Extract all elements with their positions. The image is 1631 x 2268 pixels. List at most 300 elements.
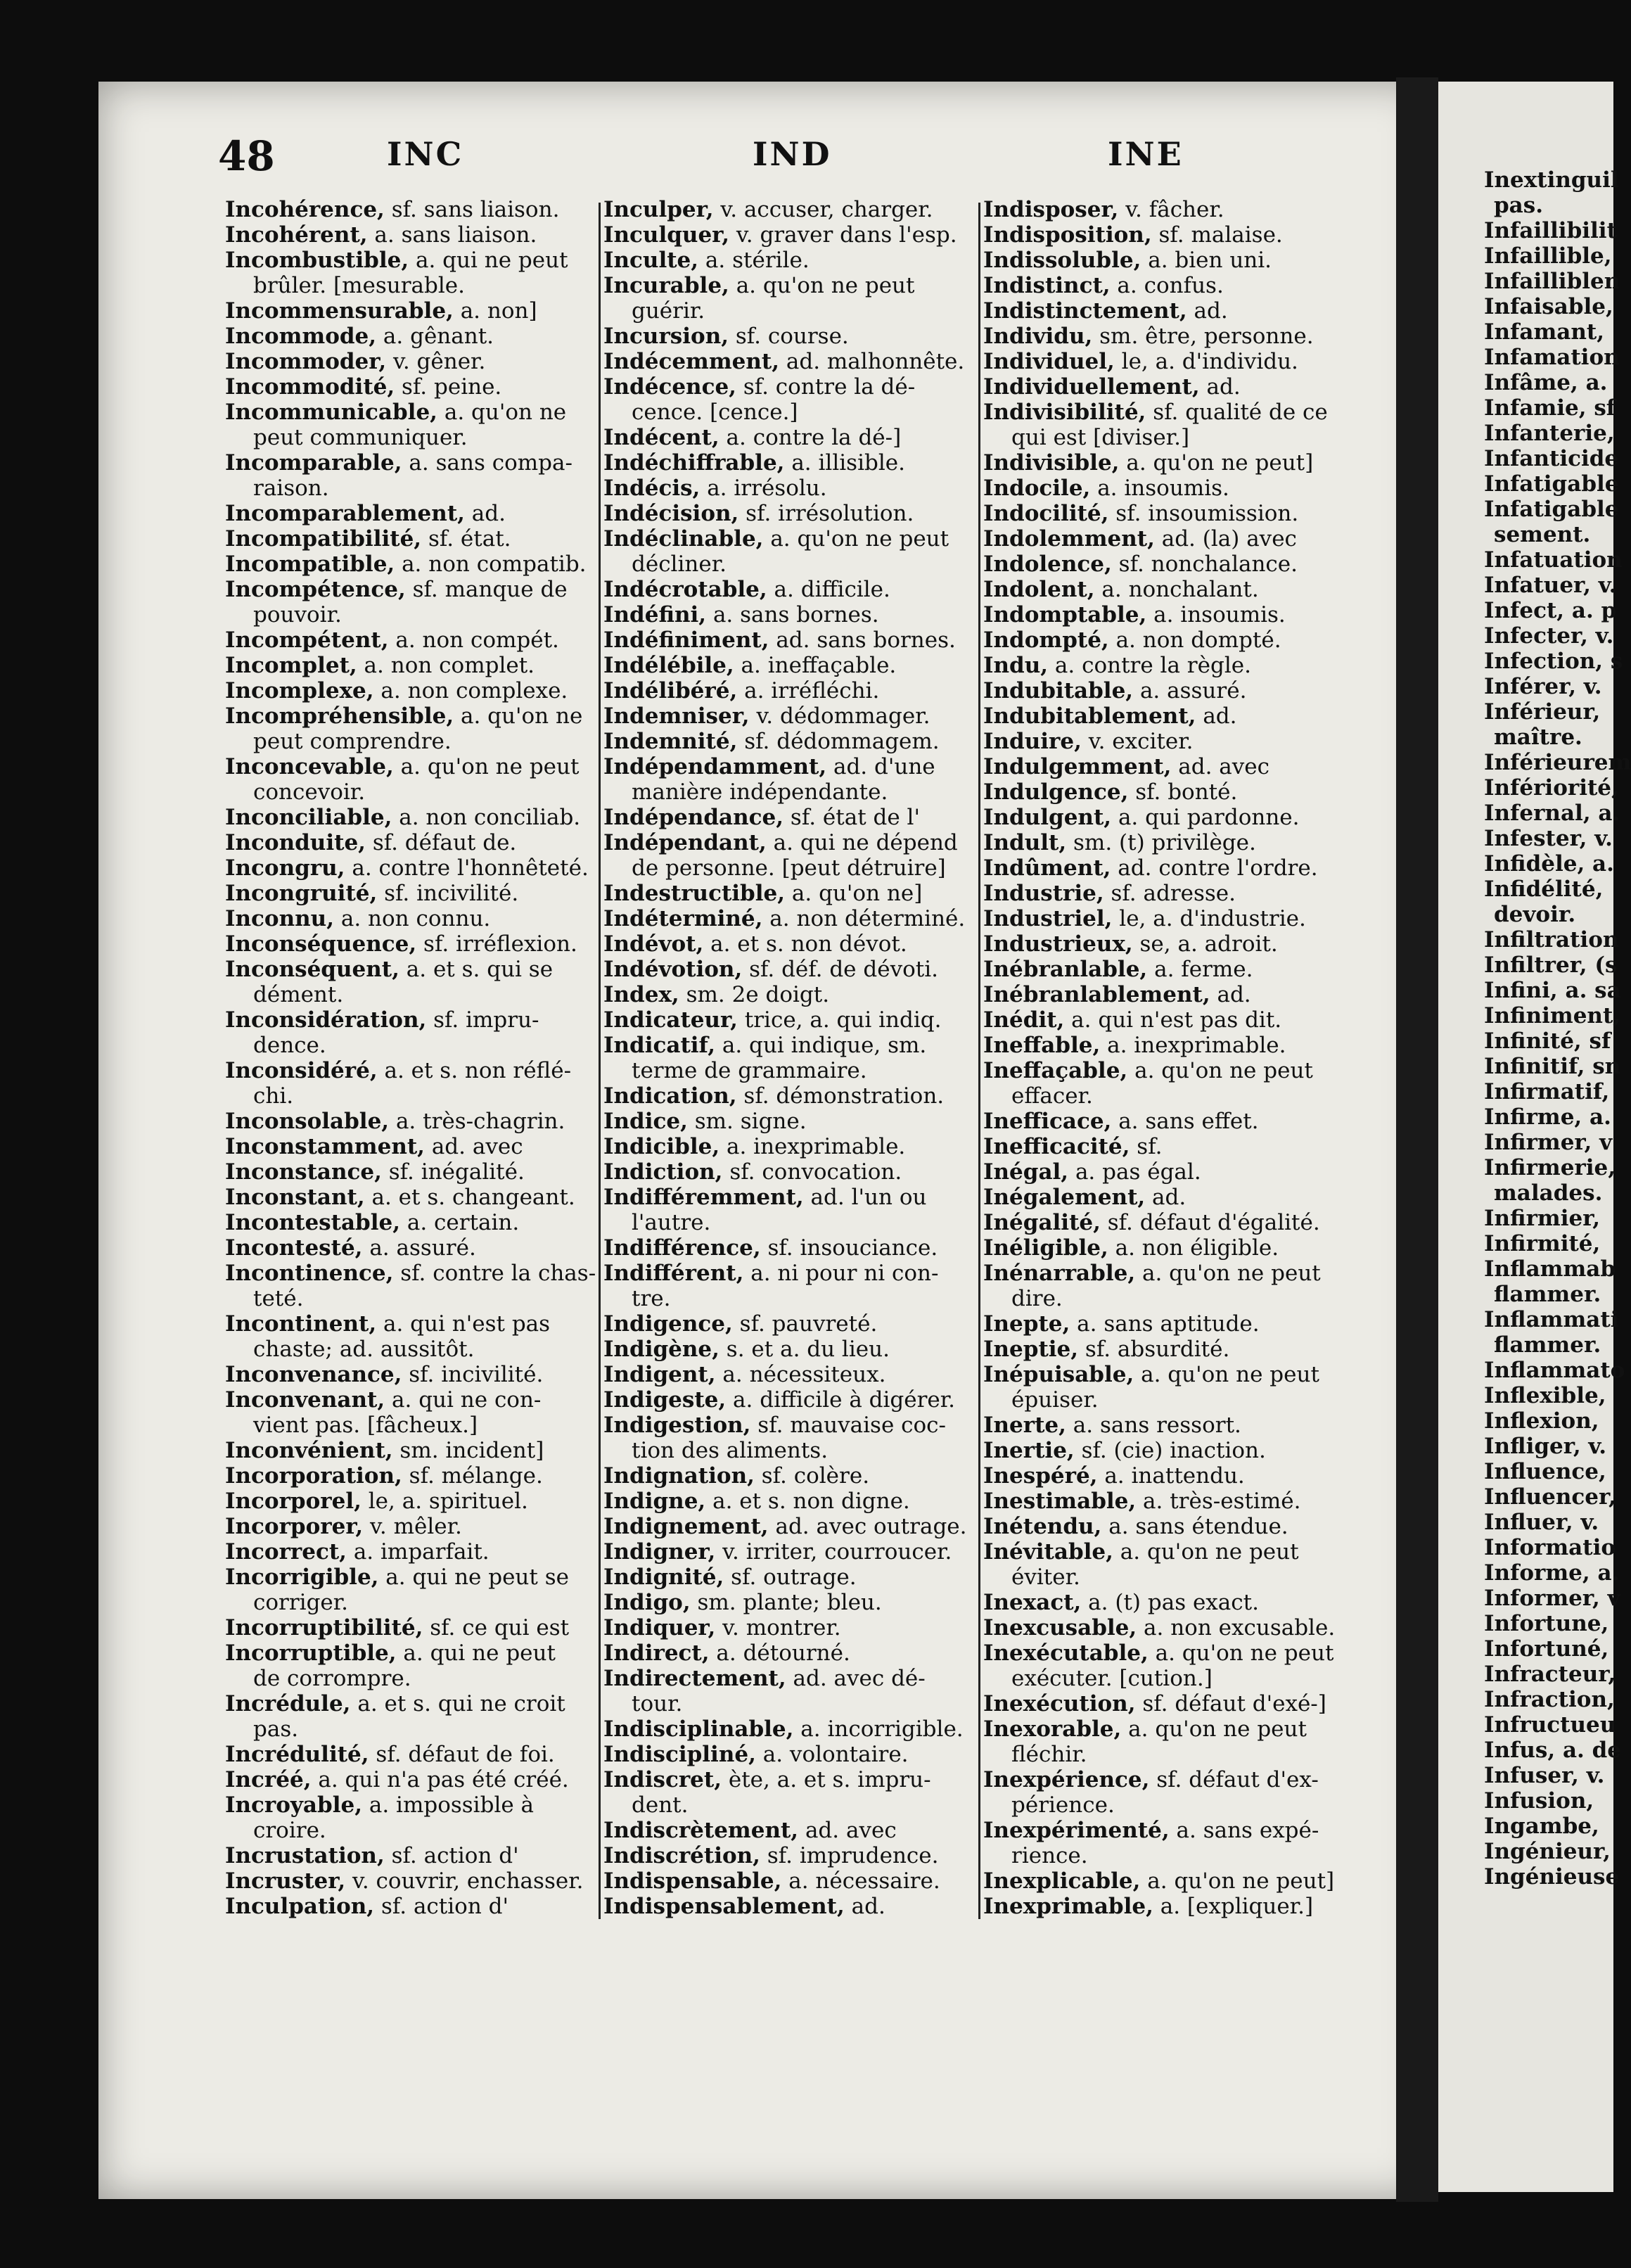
page-number: 48	[218, 132, 275, 180]
dictionary-entry: Indécis, a. irrésolu.	[603, 476, 827, 501]
headword: Indisciplinable,	[603, 1716, 794, 1742]
dictionary-entry: Inexact, a. (t) pas exact.	[983, 1590, 1259, 1615]
headword: Indépendamment,	[603, 754, 827, 779]
headword: Indissoluble,	[983, 248, 1141, 273]
dictionary-entry: Inepte, a. sans aptitude.	[983, 1311, 1260, 1337]
dictionary-entry: Indignement, ad. avec outrage.	[603, 1514, 967, 1539]
headword: Indéclinable,	[603, 526, 764, 552]
headword: Incrustation,	[225, 1843, 385, 1868]
headword: Incommensurable,	[225, 298, 454, 324]
dictionary-entry: Inerte, a. sans ressort.	[983, 1413, 1241, 1438]
dictionary-entry: Inculquer, v. graver dans l'esp.	[603, 222, 957, 248]
headword: Indiscrètement,	[603, 1818, 799, 1843]
headword: Index,	[603, 982, 679, 1007]
entry-column-1	[225, 197, 601, 1919]
headword: Indécision,	[603, 501, 739, 526]
headword: Indisposer,	[983, 197, 1119, 222]
dictionary-entry: Inexprimable, a. [expliquer.]	[983, 1894, 1314, 1919]
headword: Incompétence,	[225, 577, 406, 602]
dictionary-entry: Inefficacité, sf.	[983, 1134, 1163, 1159]
dictionary-entry: Inexplicable, a. qu'on ne peut]	[983, 1868, 1335, 1894]
dictionary-entry: de corrompre.	[253, 1666, 411, 1691]
cut-off-entry: Infériorité,	[1484, 775, 1619, 801]
cut-off-entry: Infection, s	[1484, 649, 1623, 674]
headword: Individuel,	[983, 349, 1115, 374]
dictionary-entry: Indivisibilité, sf. qualité de ce	[983, 400, 1328, 425]
headword: Incommoder,	[225, 349, 387, 374]
headword: Indignation,	[603, 1463, 755, 1489]
headword: Inculper,	[603, 197, 714, 222]
dictionary-entry: Indult, sm. (t) privilège.	[983, 830, 1256, 855]
dictionary-entry: Inébranlablement, ad.	[983, 982, 1251, 1007]
dictionary-entry: Indûment, ad. contre l'ordre.	[983, 855, 1318, 881]
headword: Inespéré,	[983, 1463, 1098, 1489]
cut-off-entry: Infiltration	[1484, 927, 1619, 953]
headword: Industriel,	[983, 906, 1113, 931]
dictionary-entry: Indubitablement, ad.	[983, 703, 1237, 729]
dictionary-entry: Indication, sf. démonstration.	[603, 1083, 945, 1109]
headword: Incorrigible,	[225, 1565, 379, 1590]
dictionary-entry: Inexorable, a. qu'on ne peut	[983, 1716, 1307, 1742]
headword: Indomptable,	[983, 602, 1147, 627]
headword: Inefficacité,	[983, 1134, 1130, 1159]
headword: Individu,	[983, 324, 1093, 349]
headword: Incomplet,	[225, 653, 357, 678]
dictionary-entry: Inéligible, a. non éligible.	[983, 1235, 1279, 1261]
headword: Indévot,	[603, 931, 704, 957]
dictionary-entry: Inconvenant, a. qui ne con-	[225, 1387, 542, 1413]
dictionary-entry: Incorrect, a. imparfait.	[225, 1539, 490, 1565]
cut-off-entry: Infiltrer, (s	[1484, 953, 1618, 978]
headword: Indélébile,	[603, 653, 734, 678]
headword: Incongruité,	[225, 881, 378, 906]
cut-off-entry: Inflammab	[1484, 1256, 1616, 1282]
headword: Inégal,	[983, 1159, 1069, 1185]
dictionary-entry: éviter.	[1011, 1565, 1080, 1590]
headword: Incomparablement,	[225, 501, 465, 526]
dictionary-entry: qui est [diviser.]	[1011, 425, 1190, 450]
dictionary-entry: Inédit, a. qui n'est pas dit.	[983, 1007, 1282, 1033]
dictionary-entry: Inexcusable, a. non excusable.	[983, 1615, 1336, 1641]
cut-off-entry: Infortune,	[1484, 1611, 1609, 1636]
dictionary-entry: pouvoir.	[253, 602, 342, 627]
dictionary-entry: Indigo, sm. plante; bleu.	[603, 1590, 882, 1615]
dictionary-entry: chaste; ad. aussitôt.	[253, 1337, 475, 1362]
dictionary-entry: Incorrigible, a. qui ne peut se	[225, 1565, 569, 1590]
dictionary-entry: Incomplet, a. non complet.	[225, 653, 535, 678]
dictionary-entry: Incorruptible, a. qui ne peut	[225, 1641, 556, 1666]
dictionary-entry: périence.	[1011, 1792, 1115, 1818]
dictionary-entry: Indiscrètement, ad. avec	[603, 1818, 897, 1843]
cut-off-entry: malades.	[1494, 1180, 1603, 1206]
dictionary-entry: Incomparable, a. sans compa-	[225, 450, 573, 476]
headword: Indompté,	[983, 627, 1109, 653]
headword: Incrédule,	[225, 1691, 351, 1716]
dictionary-entry: Incrédule, a. et s. qui ne croit	[225, 1691, 565, 1716]
dictionary-entry: Indulgemment, ad. avec	[983, 754, 1269, 779]
adjacent-page-column	[1484, 167, 1631, 1890]
headword: Indifféremment,	[603, 1185, 804, 1210]
dictionary-entry: Indigne, a. et s. non digne.	[603, 1489, 910, 1514]
headword: Incruster,	[225, 1868, 346, 1894]
headword: Incontestable,	[225, 1210, 400, 1235]
dictionary-entry: Indocilité, sf. insoumission.	[983, 501, 1299, 526]
dictionary-entry: Inexpérience, sf. défaut d'ex-	[983, 1767, 1319, 1792]
headword: Inexcusable,	[983, 1615, 1137, 1641]
headword: Indication,	[603, 1083, 737, 1109]
dictionary-entry: Incongru, a. contre l'honnêteté.	[225, 855, 589, 881]
dictionary-entry: Indélébile, a. ineffaçable.	[603, 653, 897, 678]
headword: Indemniser,	[603, 703, 750, 729]
headword: Inexpérimenté,	[983, 1818, 1170, 1843]
dictionary-entry: Inculper, v. accuser, charger.	[603, 197, 933, 222]
dictionary-entry: Incohérent, a. sans liaison.	[225, 222, 537, 248]
dictionary-entry: Indocile, a. insoumis.	[983, 476, 1229, 501]
headword: Incomplexe,	[225, 678, 374, 703]
dictionary-entry: Indigestion, sf. mauvaise coc-	[603, 1413, 947, 1438]
cut-off-entry: Infaisable,	[1484, 294, 1613, 319]
dictionary-entry: peut communiquer.	[253, 425, 468, 450]
headword: Indécemment,	[603, 349, 780, 374]
dictionary-entry: Indu, a. contre la règle.	[983, 653, 1251, 678]
headword: Indélibéré,	[603, 678, 738, 703]
dictionary-entry: exécuter. [cution.]	[1011, 1666, 1213, 1691]
headword: Inexorable,	[983, 1716, 1122, 1742]
headword: Indépendant,	[603, 830, 767, 855]
dictionary-entry: Indistinctement, ad.	[983, 298, 1228, 324]
headword: Incorruptible,	[225, 1641, 397, 1666]
dictionary-entry: Indévot, a. et s. non dévot.	[603, 931, 907, 957]
dictionary-entry: Inconstance, sf. inégalité.	[225, 1159, 525, 1185]
headword: Indivisibilité,	[983, 400, 1146, 425]
dictionary-entry: Inconsidéré, a. et s. non réflé-	[225, 1058, 572, 1083]
headword: Inertie,	[983, 1438, 1075, 1463]
dictionary-entry: Inégal, a. pas égal.	[983, 1159, 1201, 1185]
dictionary-entry: Incommunicable, a. qu'on ne	[225, 400, 567, 425]
headword: Indéfiniment,	[603, 627, 769, 653]
dictionary-entry: Inconnu, a. non connu.	[225, 906, 491, 931]
dictionary-entry: raison.	[253, 476, 329, 501]
dictionary-entry: Indifféremment, ad. l'un ou	[603, 1185, 927, 1210]
dictionary-entry: Inexpérimenté, a. sans expé-	[983, 1818, 1319, 1843]
dictionary-entry: Induire, v. exciter.	[983, 729, 1194, 754]
headword: Indispensable,	[603, 1868, 782, 1894]
headword: Inconsidéré,	[225, 1058, 378, 1083]
cut-off-entry: Infect, a. p	[1484, 598, 1617, 623]
dictionary-entry: Incréé, a. qui n'a pas été créé.	[225, 1767, 569, 1792]
dictionary-entry: tre.	[632, 1286, 671, 1311]
dictionary-entry: corriger.	[253, 1590, 349, 1615]
cut-off-entry: Infusion,	[1484, 1788, 1594, 1814]
headword: Inégalité,	[983, 1210, 1101, 1235]
dictionary-entry: Indéchiffrable, a. illisible.	[603, 450, 905, 476]
cut-off-entry: Infatuation	[1484, 547, 1623, 573]
dictionary-entry: Incontinent, a. qui n'est pas	[225, 1311, 551, 1337]
dictionary-entry: Indigner, v. irriter, courroucer.	[603, 1539, 952, 1565]
dictionary-entry: Indigeste, a. difficile à digérer.	[603, 1387, 956, 1413]
headword: Indéfini,	[603, 602, 707, 627]
headword: Indigeste,	[603, 1387, 727, 1413]
dictionary-entry: Indirectement, ad. avec dé-	[603, 1666, 926, 1691]
headword: Incorporation,	[225, 1463, 402, 1489]
cut-off-entry: Infirmité,	[1484, 1231, 1601, 1256]
dictionary-entry: Incrustation, sf. action d'	[225, 1843, 519, 1868]
dictionary-entry: Indécemment, ad. malhonnête.	[603, 349, 965, 374]
cut-off-entry: maître.	[1494, 725, 1582, 750]
headword: Incombustible,	[225, 248, 409, 273]
dictionary-entry: Inconstamment, ad. avec	[225, 1134, 523, 1159]
cut-off-entry: Infirmerie,	[1484, 1155, 1616, 1180]
headword: Indifférent,	[603, 1261, 744, 1286]
cut-off-entry: Infus, a. de	[1484, 1738, 1622, 1763]
dictionary-entry: Inconvenance, sf. incivilité.	[225, 1362, 544, 1387]
headword: Inexécution,	[983, 1691, 1136, 1716]
cut-off-entry: Infanterie,	[1484, 421, 1615, 446]
headword: Indécent,	[603, 425, 719, 450]
headword: Indice,	[603, 1109, 688, 1134]
dictionary-entry: concevoir.	[253, 779, 366, 805]
headword: Inculte,	[603, 248, 699, 273]
dictionary-entry: Indisciplinable, a. incorrigible.	[603, 1716, 964, 1742]
cut-off-entry: sement.	[1494, 522, 1591, 547]
dictionary-entry: Ineffaçable, a. qu'on ne peut	[983, 1058, 1313, 1083]
headword: Indivisible,	[983, 450, 1120, 476]
dictionary-entry: peut comprendre.	[253, 729, 452, 754]
dictionary-entry: Indéfini, a. sans bornes.	[603, 602, 879, 627]
headword: Inexact,	[983, 1590, 1082, 1615]
dictionary-entry: Indépendant, a. qui ne dépend	[603, 830, 958, 855]
dictionary-entry: terme de grammaire.	[632, 1058, 867, 1083]
dictionary-entry: Inestimable, a. très-estimé.	[983, 1489, 1301, 1514]
headword: Inexpérience,	[983, 1767, 1150, 1792]
cut-off-entry: Infracteur,	[1484, 1662, 1616, 1687]
headword: Indiscret,	[603, 1767, 722, 1792]
dictionary-entry: dire.	[1011, 1286, 1063, 1311]
headword: Inénarrable,	[983, 1261, 1136, 1286]
headword: Indigent,	[603, 1362, 716, 1387]
headword: Incohérent,	[225, 222, 368, 248]
cut-off-entry: flammer.	[1494, 1332, 1601, 1358]
dictionary-entry: Ineptie, sf. absurdité.	[983, 1337, 1230, 1362]
headword: Industrieux,	[983, 931, 1133, 957]
headword: Inéligible,	[983, 1235, 1108, 1261]
headword: Indestructible,	[603, 881, 786, 906]
cut-off-entry: Infinité, sf	[1484, 1028, 1611, 1054]
dictionary-entry: Indévotion, sf. déf. de dévoti.	[603, 957, 938, 982]
headword: Indu,	[983, 653, 1049, 678]
headword: Indigence,	[603, 1311, 733, 1337]
dictionary-entry: Indestructible, a. qu'on ne]	[603, 881, 923, 906]
headword: Industrie,	[983, 881, 1104, 906]
dictionary-entry: Indéclinable, a. qu'on ne peut	[603, 526, 949, 552]
headword: Indiscipliné,	[603, 1742, 756, 1767]
headword: Incommunicable,	[225, 400, 437, 425]
dictionary-entry: Inénarrable, a. qu'on ne peut	[983, 1261, 1321, 1286]
cut-off-entry: Inférieur,	[1484, 699, 1601, 725]
cut-off-entry: Infirmatif,	[1484, 1079, 1610, 1104]
dictionary-entry: Inconsidération, sf. impru-	[225, 1007, 539, 1033]
dictionary-entry: Indécent, a. contre la dé-]	[603, 425, 902, 450]
cut-off-entry: Infraction,	[1484, 1687, 1615, 1712]
headword: Incréé,	[225, 1767, 312, 1792]
page-header	[218, 132, 1414, 189]
headword: Incorrect,	[225, 1539, 347, 1565]
headword: Indigne,	[603, 1489, 706, 1514]
dictionary-entry: dence.	[253, 1033, 326, 1058]
dictionary-entry: Indomptable, a. insoumis.	[983, 602, 1286, 627]
cut-off-entry: Informe, a.	[1484, 1560, 1620, 1586]
headword: Indulgence,	[983, 779, 1129, 805]
headword: Indulgemment,	[983, 754, 1172, 779]
headword: Incompatible,	[225, 552, 395, 577]
headword: Inébranlablement,	[983, 982, 1210, 1007]
dictionary-entry: croire.	[253, 1818, 326, 1843]
dictionary-entry: guérir.	[632, 298, 705, 324]
cut-off-entry: Infanticide	[1484, 446, 1619, 471]
dictionary-entry: Indicateur, trice, a. qui indiq.	[603, 1007, 942, 1033]
headword: Indiction,	[603, 1159, 723, 1185]
headword: Incommodité,	[225, 374, 395, 400]
headword: Indulgent,	[983, 805, 1112, 830]
cut-off-entry: Infaillible,	[1484, 243, 1612, 269]
dictionary-entry: Inévitable, a. qu'on ne peut	[983, 1539, 1299, 1565]
cut-off-entry: Infliger, v.	[1484, 1434, 1607, 1459]
headword: Inébranlable,	[983, 957, 1148, 982]
dictionary-entry: Indispensablement, ad.	[603, 1894, 885, 1919]
headword: Incongru,	[225, 855, 345, 881]
dictionary-entry: manière indépendante.	[632, 779, 888, 805]
headword: Indocilité,	[983, 501, 1109, 526]
headword: Inconstamment,	[225, 1134, 425, 1159]
dictionary-entry: Indolemment, ad. (la) avec	[983, 526, 1297, 552]
dictionary-entry: Indéterminé, a. non déterminé.	[603, 906, 966, 931]
dictionary-entry: Incorruptibilité, sf. ce qui est	[225, 1615, 570, 1641]
headword: Indicible,	[603, 1134, 720, 1159]
headword: Inerte,	[983, 1413, 1066, 1438]
headword: Indisposition,	[983, 222, 1152, 248]
dictionary-entry: Inexécution, sf. défaut d'exé-]	[983, 1691, 1326, 1716]
headword: Incorruptibilité,	[225, 1615, 423, 1641]
headword: Incontesté,	[225, 1235, 363, 1261]
dictionary-entry: de personne. [peut détruire]	[632, 855, 946, 881]
guide-word-left: INC	[387, 135, 464, 173]
dictionary-entry: Incomplexe, a. non complexe.	[225, 678, 568, 703]
cut-off-entry: devoir.	[1494, 902, 1576, 927]
dictionary-entry: Indépendamment, ad. d'une	[603, 754, 935, 779]
headword: Inconsolable,	[225, 1109, 390, 1134]
headword: Inconnu,	[225, 906, 334, 931]
dictionary-entry: Indifférent, a. ni pour ni con-	[603, 1261, 939, 1286]
entry-column-3	[983, 197, 1360, 1919]
headword: Inconstance,	[225, 1159, 382, 1185]
dictionary-entry: Inconvénient, sm. incident]	[225, 1438, 544, 1463]
headword: Inconvenant,	[225, 1387, 385, 1413]
headword: Indult,	[983, 830, 1067, 855]
headword: Inculquer,	[603, 222, 730, 248]
cut-off-entry: Inflammati	[1484, 1307, 1619, 1332]
dictionary-entry: Inépuisable, a. qu'on ne peut	[983, 1362, 1319, 1387]
cut-off-entry: Infester, v.	[1484, 826, 1613, 851]
headword: Inefficace,	[983, 1109, 1112, 1134]
dictionary-entry: Inconduite, sf. défaut de.	[225, 830, 517, 855]
dictionary-entry: Inefficace, a. sans effet.	[983, 1109, 1259, 1134]
headword: Incompréhensible,	[225, 703, 454, 729]
dictionary-entry: Incommensurable, a. non]	[225, 298, 537, 324]
cut-off-entry: Infatuer, v.	[1484, 573, 1617, 598]
dictionary-entry: Indolence, sf. nonchalance.	[983, 552, 1298, 577]
dictionary-entry: Indiction, sf. convocation.	[603, 1159, 902, 1185]
cut-off-entry: flammer.	[1494, 1282, 1601, 1307]
dictionary-entry: Indélibéré, a. irréfléchi.	[603, 678, 880, 703]
headword: Indicatif,	[603, 1033, 715, 1058]
dictionary-entry: l'autre.	[632, 1210, 711, 1235]
headword: Inconcevable,	[225, 754, 394, 779]
cut-off-entry: Inférer, v.	[1484, 674, 1602, 699]
dictionary-entry: Indisposer, v. fâcher.	[983, 197, 1224, 222]
dictionary-entry: teté.	[253, 1286, 304, 1311]
dictionary-entry: Industrie, sf. adresse.	[983, 881, 1236, 906]
dictionary-entry: Incomparablement, ad.	[225, 501, 506, 526]
cut-off-entry: Ingambe,	[1484, 1814, 1599, 1839]
dictionary-entry: Indulgence, sf. bonté.	[983, 779, 1238, 805]
dictionary-entry: Indubitable, a. assuré.	[983, 678, 1247, 703]
dictionary-entry: Incommodité, sf. peine.	[225, 374, 502, 400]
headword: Incroyable,	[225, 1792, 362, 1818]
headword: Incorporer,	[225, 1514, 364, 1539]
cut-off-entry: Informatio	[1484, 1535, 1616, 1560]
dictionary-entry: Indécision, sf. irrésolution.	[603, 501, 914, 526]
dictionary-entry: Incontestable, a. certain.	[225, 1210, 520, 1235]
cut-off-entry: Inférieurem	[1484, 750, 1631, 775]
dictionary-entry: dément.	[253, 982, 344, 1007]
headword: Incursion,	[603, 324, 729, 349]
cut-off-entry: Infidélité,	[1484, 877, 1604, 902]
cut-off-entry: Infailliblen	[1484, 269, 1620, 294]
cut-off-entry: Infirmer, v	[1484, 1130, 1613, 1155]
cut-off-entry: Inflammato	[1484, 1358, 1625, 1383]
headword: Individuellement,	[983, 374, 1200, 400]
dictionary-entry: Indemniser, v. dédommager.	[603, 703, 930, 729]
headword: Incontinent,	[225, 1311, 377, 1337]
dictionary-entry: effacer.	[1011, 1083, 1093, 1109]
dictionary-entry: tour.	[632, 1691, 683, 1716]
dictionary-entry: Indice, sm. signe.	[603, 1109, 807, 1134]
cut-off-entry: Infamation	[1484, 345, 1620, 370]
headword: Inconséquence,	[225, 931, 417, 957]
dictionary-entry: Incorporel, le, a. spirituel.	[225, 1489, 528, 1514]
dictionary-entry: Inculpation, sf. action d'	[225, 1894, 509, 1919]
dictionary-entry: Incommode, a. gênant.	[225, 324, 494, 349]
headword: Incorporel,	[225, 1489, 362, 1514]
dictionary-entry: brûler. [mesurable.	[253, 273, 465, 298]
headword: Inédit,	[983, 1007, 1065, 1033]
cut-off-entry: Inflexible,	[1484, 1383, 1606, 1408]
headword: Inconséquent,	[225, 957, 399, 982]
headword: Incompétent,	[225, 627, 389, 653]
dictionary-entry: Indiquer, v. montrer.	[603, 1615, 841, 1641]
headword: Inconvenance,	[225, 1362, 402, 1387]
dictionary-entry: Inconséquence, sf. irréflexion.	[225, 931, 577, 957]
cut-off-entry: Infatigable	[1484, 471, 1619, 497]
dictionary-entry: Inconséquent, a. et s. qui se	[225, 957, 554, 982]
cut-off-entry: Infinitif, sn	[1484, 1054, 1621, 1079]
headword: Indistinct,	[983, 273, 1111, 298]
headword: Indigner,	[603, 1539, 716, 1565]
headword: Indubitable,	[983, 678, 1134, 703]
dictionary-entry: Indemnité, sf. dédommagem.	[603, 729, 940, 754]
headword: Indépendance,	[603, 805, 784, 830]
cut-off-entry: Infidèle, a.	[1484, 851, 1614, 877]
